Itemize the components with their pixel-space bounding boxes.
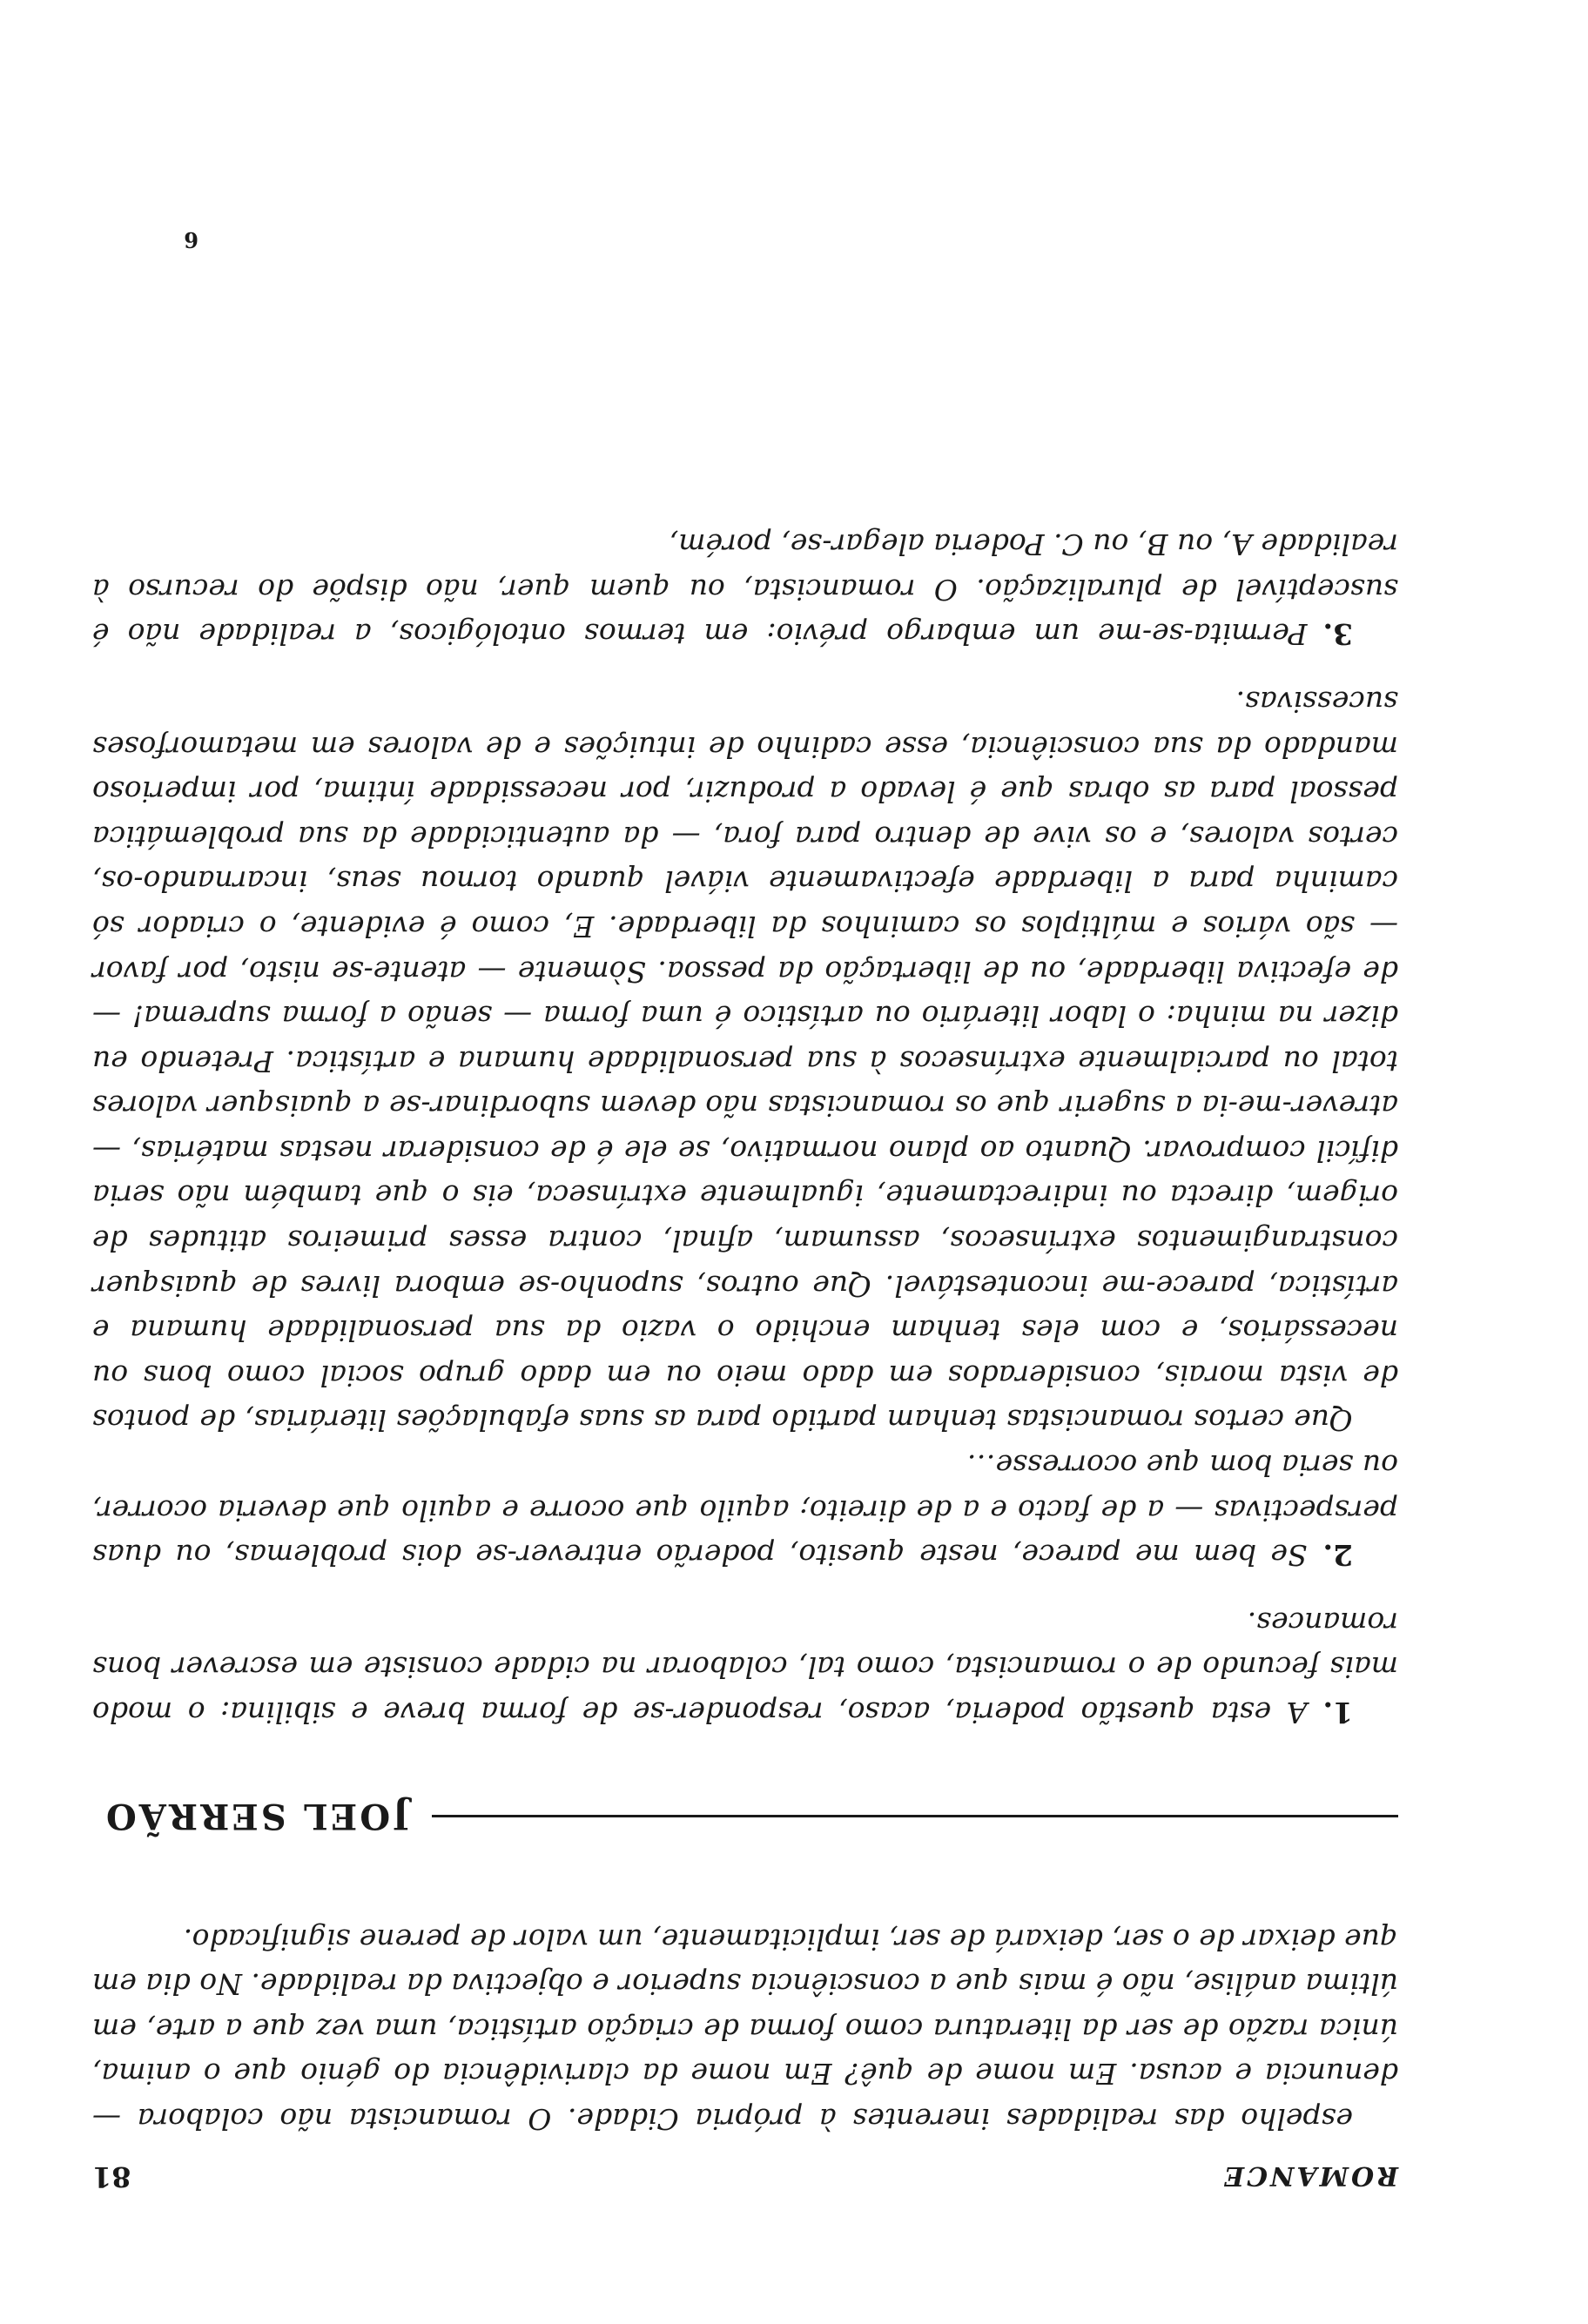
intro-paragraph: espelho das realidades inerentes à própria Cidade. O romancista não colabora — denuncia e acusa. Em nome de quê? Em nome da clarividência do génio que o anima, única razão de ser da literatura como forma de criação artística, uma vez que a arte, em última análise, não é mais que a consciência superior e objectiva da realidade. No dia em que deixar de o ser, deixará de ser, implicitamente, um valor de perene significado.	[92, 1922, 1398, 2136]
section-2	[92, 1442, 1398, 1577]
section-number: 2.	[1322, 1538, 1353, 1573]
running-title: ROMANCE	[1221, 2160, 1398, 2191]
section-text: Permita-se-me um embargo prévio: em termos ontológicos, a realidade não é susceptível de pluralização. O romancista, ou quem quer, não dispõe do recurso à realidade A, ou B, ou C. Poderia alegar-se, porém,	[92, 527, 1398, 652]
author-rule	[432, 1815, 1398, 1817]
author-heading	[92, 1796, 1398, 1837]
section-1	[92, 1600, 1398, 1735]
page-number: 81	[92, 2160, 131, 2193]
section-number: 3.	[1322, 617, 1353, 652]
section-text: Se bem me parece, neste quesito, poderão entrever-se dois problemas, ou duas perspectivas — a de facto e a de direito; aquilo que ocorre e aquilo que deveria ocorrer, ou seria bom que ocorresse…	[92, 1448, 1398, 1573]
author-name: JOEL SERRÃO	[103, 1796, 409, 1837]
signature-mark: 6	[184, 227, 198, 252]
page-content	[92, 522, 1398, 2193]
section-2-continued	[92, 679, 1398, 1442]
running-head	[92, 2141, 1398, 2193]
section-number: 1.	[1322, 1696, 1353, 1730]
section-3	[92, 522, 1398, 657]
section-text: Que certos romancistas tenham partido para as suas efabulações literárias, de pontos de vista morais, considerados em dado meio ou em dado grupo social como bons ou necessários, e com eles tenham enchido o vazio da sua personalidade humana e artística, parece-me incontestável. Que outros, suponho-se embora livres de quaisquer constrangimentos extrínsecos, assumam, afinal, contra esses primeiros atitudes de origem, directa ou indirectamente, igualmente extrínseca, eis o que também não seria difícil comprovar. Quanto ao plano normativo, se ele é de considerar nestas matérias, — atrever-me-ia a sugerir que os romancistas não devem subordinar-se a quaisquer valores total ou parcialmente extrínsecos à sua personalidade humana e artística. Pretendo eu dizer na minha: o labor literário ou artístico é uma forma — senão a forma suprema! — de efectiva liberdade, ou de libertação da pessoa. Sòmente — atente-se nisto, por favor — são vários e múltiplos os caminhos da liberdade. E, como é evidente, o criador só caminha para a liberdade efectivamente viável quando tornou seus, incarnando-os, certos valores, e os vive de dentro para fora, — da autenticidade da sua problemática pessoal para as obras que é levado a produzir, por necessidade íntima, por imperioso mandado da sua consciência, esse cadinho de intuições e de valores em metamorfoses sucessivas.	[92, 684, 1398, 1438]
section-text: A esta questão poderia, acaso, responder-se de forma breve e sibilina: o modo mais fecundo de o romancista, como tal, colaborar na cidade consiste em escrever bons romances.	[92, 1605, 1398, 1730]
